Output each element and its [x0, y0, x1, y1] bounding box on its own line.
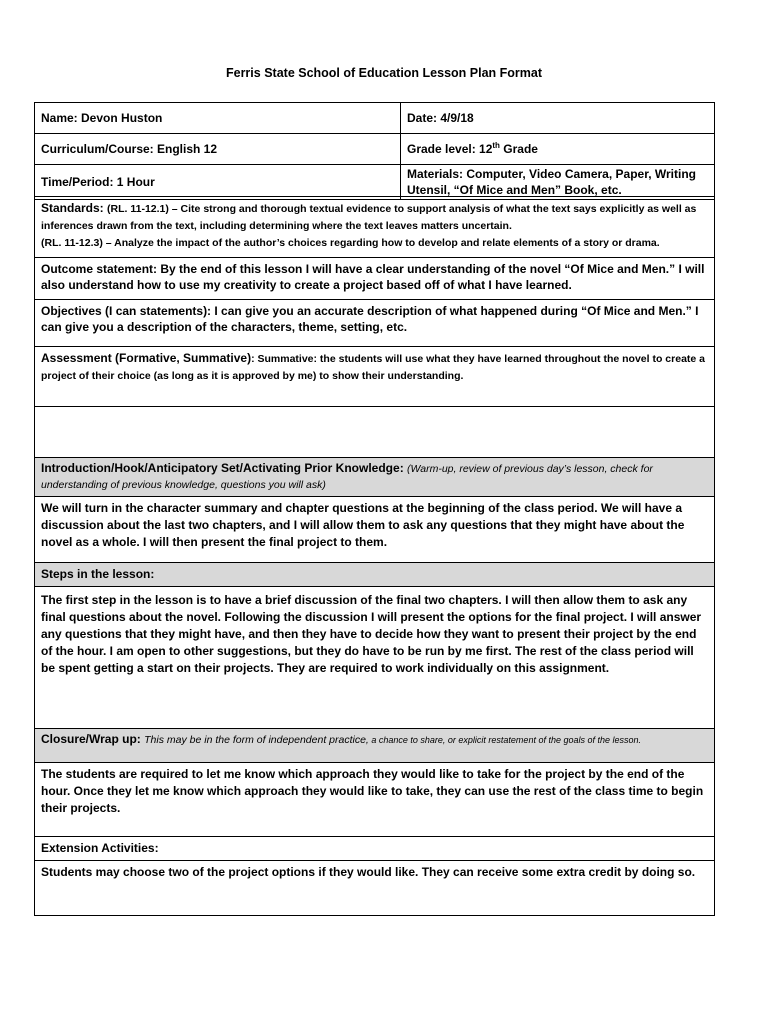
closure-label: Closure/Wrap up: [41, 732, 141, 746]
assessment-label: Assessment (Formative, Summative) [41, 351, 252, 365]
closure-note-1: This may be in the form of independent practice, [144, 734, 369, 746]
standards-cell [35, 197, 715, 258]
introduction-label: Introduction/Hook/Anticipatory Set/Activating Prior Knowledge: [41, 461, 404, 475]
introduction-note: (Warm-up, review of previous day’s lesson, check for understanding of previous knowledge, questions you will ask) [41, 463, 653, 491]
grade-level-cell [401, 134, 715, 165]
materials-cell: Materials: Computer, Video Camera, Paper, Writing Utensil, “Of Mice and Men” Book, etc. [401, 165, 715, 200]
document-title: Ferris State School of Education Lesson Plan Format [225, 66, 543, 80]
introduction-text-cell: We will turn in the character summary and chapter questions at the beginning of the class period. We will have a discussion about the last two chapters, and I will allow them to ask any questions that they might have about the novel as a whole. I will then present the final project to them. [35, 497, 715, 563]
date-cell: Date: 4/9/18 [401, 103, 715, 134]
assessment-text: Summative: the students will use what they have learned throughout the novel to create a project of their choice (as long as it is approved by me) to show their understanding. [41, 353, 706, 382]
introduction-header-cell [35, 458, 715, 497]
lesson-body-table [34, 196, 715, 916]
closure-note-2: a chance to share, or explicit restatement of the goals of the lesson. [368, 735, 642, 745]
grade-suffix: Grade [499, 142, 538, 156]
grade-prefix: Grade level: 12 [407, 142, 493, 156]
header-table [34, 102, 715, 200]
name-cell: Name: Devon Huston [35, 103, 401, 134]
course-cell: Curriculum/Course: English 12 [35, 134, 401, 165]
standards-line-2: (RL. 11-12.3) – Analyze the impact of the author’s choices regarding how to develop and relate elements of a story or drama. [41, 237, 660, 249]
objectives-cell: Objectives (I can statements): I can give you an accurate description of what happened during “Of Mice and Men.” I can give you a description of the characters, theme, setting, etc. [35, 300, 715, 347]
assessment-cell [35, 347, 715, 407]
time-period-cell: Time/Period: 1 Hour [35, 165, 401, 200]
closure-header-cell [35, 729, 715, 763]
grade-sup: th [492, 141, 500, 150]
blank-row [35, 407, 715, 458]
standards-line-1: (RL. 11-12.1) – Cite strong and thorough textual evidence to support analysis of what the text says explicitly as well as inferences drawn from the text, including determining where the text leaves matters uncertain. [41, 203, 697, 232]
extension-header-cell: Extension Activities: [35, 837, 715, 861]
extension-text-cell: Students may choose two of the project options if they would like. They can receive some extra credit by doing so. [35, 861, 715, 916]
standards-label: Standards: [41, 201, 104, 215]
closure-text-cell: The students are required to let me know which approach they would like to take for the project by the end of the hour. Once they let me know which approach they would like to take, they can use the rest of the class time to begin their projects. [35, 763, 715, 837]
steps-text-cell: The first step in the lesson is to have a brief discussion of the final two chapters. I will then allow them to ask any final questions about the novel. Following the discussion I will present the options for the final project. I will answer any questions that they might have, and then they have to decide how they want to present their project by the end of the hour. I am open to other suggestions, but they do have to be run by me first. The rest of the class period will be spent getting a start on their projects. They are required to work individually on this assignment. [35, 587, 715, 729]
outcome-statement-cell: Outcome statement: By the end of this lesson I will have a clear understanding of the novel “Of Mice and Men.” I will also understand how to use my creativity to create a project based off of what I have learned. [35, 258, 715, 300]
assessment-colon: : [251, 353, 255, 365]
steps-header-cell: Steps in the lesson: [35, 563, 715, 587]
